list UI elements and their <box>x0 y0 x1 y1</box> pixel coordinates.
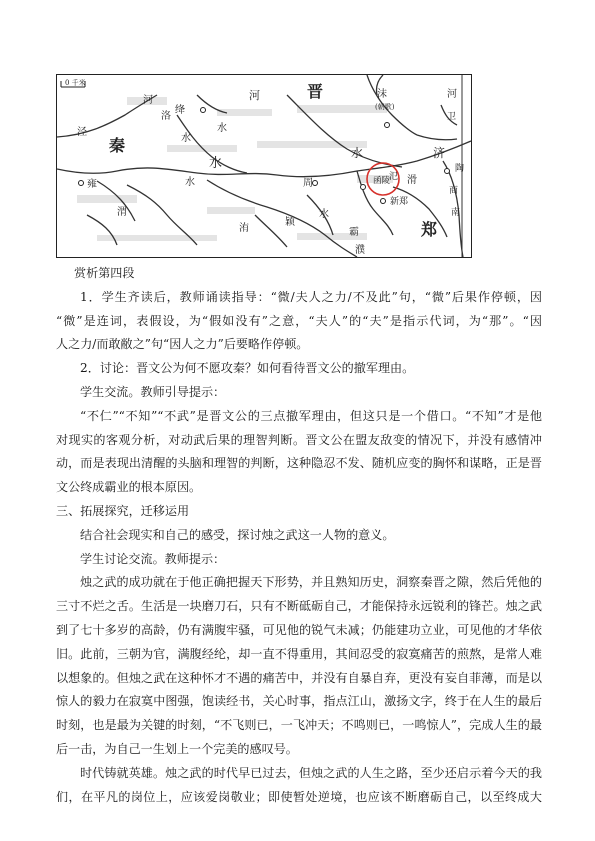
label-yong: 雍 <box>87 179 97 190</box>
label-ji: 济 <box>433 146 446 160</box>
paragraph-line: 时代铸就英雄。烛之武的时代早已过去，但烛之武的人生之路，至少还启示着今天的我 <box>80 765 542 780</box>
paragraph-line: 2．讨论：晋文公为何不愿攻秦？如何看待晋文公的撤军理由。 <box>80 361 415 376</box>
label-hui: 滑 <box>407 175 417 186</box>
paragraph-line: “不仁”“不知”“不武”是晋文公的三点撤军理由，但这只是一个借口。“不知”才是他 <box>80 408 542 423</box>
label-zheng: 郑 <box>421 220 438 239</box>
label-luo: 洛 <box>161 111 171 122</box>
label-shui4: 水 <box>185 177 195 188</box>
paragraph-line: 1．学生齐读后，教师诵读指导：“微/夫人之力/不及此”句，“微”后果作停顿，因 <box>80 289 542 304</box>
label-mu: 沫 <box>377 89 387 100</box>
paragraph-line: 学生讨论交流。教师提示： <box>80 551 226 566</box>
label-shui3: 水 <box>209 156 223 171</box>
paragraph-line: 动，而是表现出清醒的头脑和理智的判断，这种隐忍不发、随机应变的胸怀和谋略，正是晋 <box>56 456 542 471</box>
label-he1: 河 <box>143 95 153 106</box>
label-qin: 秦 <box>109 136 126 155</box>
paragraph-line: “微”是连词，表假设，为“假如没有”之意，“夫人”的“夫”是指示代词，为“那”。“因 <box>56 313 542 328</box>
paragraph-line: 三寸不烂之舌。生活是一块磨刀石，只有不断砥砺自己，才能保持永远锐利的锋芒。烛之武 <box>56 599 542 614</box>
paragraph-line: 文公终成霸业的根本原因。 <box>56 480 202 495</box>
scale-bar <box>61 78 86 87</box>
paragraph-line: 旧。此前，三朝为官，满腹经纶，却一直不得重用，其间忍受的寂寞痛苦的煎熬，是常人难 <box>56 646 542 661</box>
paragraph-line: 对现实的客观分析，对动武后果的理智判断。晋文公在盟友敌变的情况下，并没有感情冲 <box>56 432 542 447</box>
paragraph-line: 时刻，也是最为关键的时刻，“不飞则已，一飞冲天；不鸣则已，一鸣惊人”，完成人生的最 <box>56 718 542 733</box>
paragraph-line: 烛之武的成功就在于他正确把握天下形势，并且熟知历史，洞察秦晋之隙，然后凭他的 <box>80 575 542 590</box>
section-title: 三、拓展探究，迁移运用 <box>56 503 190 518</box>
label-jiang: 绛 <box>175 105 185 116</box>
paragraph-line: 惊人的毅力在寂寞中图强，饱读经书，关心时事，指点江山，激扬文字，终于在人生的最后 <box>56 694 542 709</box>
label-xiao: 霸 <box>349 227 359 238</box>
paragraph-line: 结合社会现实和自己的感受，探讨烛之武这一人物的意义。 <box>80 527 395 542</box>
paragraph-line: 们，在平凡的岗位上，应该爱岗敬业；即使暂处逆境，也应该不断磨砺自己，以至终成大 <box>56 789 542 804</box>
paragraph-line: 以想象的。但烛之武在这种怀才不遇的痛苦中，并没有自暴自弃，更没有妄自菲薄，而是以 <box>56 670 542 685</box>
label-jin: 晋 <box>307 82 324 101</box>
label-huailing: 函陵 <box>373 176 391 186</box>
label-shui1: 水 <box>217 123 227 134</box>
label-wei-shui: 渭 <box>117 207 127 218</box>
paragraph-line: 到了七十多岁的高龄，仍有满腹牢骚，可见他的锐气未减；仍能建功立业，可见他的才华依 <box>56 622 542 637</box>
section-heading: 赏析第四段 <box>74 266 135 280</box>
historical-map <box>56 74 472 258</box>
paragraph-line: 学生交流。教师引导提示： <box>80 384 226 399</box>
label-shui5: 水 <box>351 146 364 160</box>
label-ying: 颖 <box>285 217 295 228</box>
label-zhu: 洧 <box>239 223 249 234</box>
lesson-text <box>56 262 542 809</box>
label-fan: 氾 <box>389 172 399 182</box>
label-nan: 南 <box>451 208 461 218</box>
scale-label: 0 千米 <box>65 79 86 87</box>
paragraph-line: 人之力/而敢敝之”句“因人之力”后要略作停顿。 <box>56 337 309 352</box>
label-shui2: 水 <box>181 133 191 144</box>
paragraph-line: 后一击，为自己一生划上一个完美的感叹号。 <box>56 741 298 756</box>
label-chu: 卫 <box>447 112 457 122</box>
label-fu: 濮 <box>355 245 365 256</box>
label-zhou: 周 <box>303 178 313 189</box>
label-sui: 水 <box>319 209 329 220</box>
label-shang: 商 <box>449 186 459 196</box>
label-zhao2: (朝歌) <box>375 103 395 111</box>
map-svg <box>57 75 471 257</box>
label-jing: 泾 <box>77 127 87 138</box>
label-he2: 河 <box>249 89 260 102</box>
label-tao: 陶 <box>455 164 465 174</box>
label-he3: 河 <box>447 89 457 100</box>
label-xinzheng: 新郑 <box>390 197 409 207</box>
